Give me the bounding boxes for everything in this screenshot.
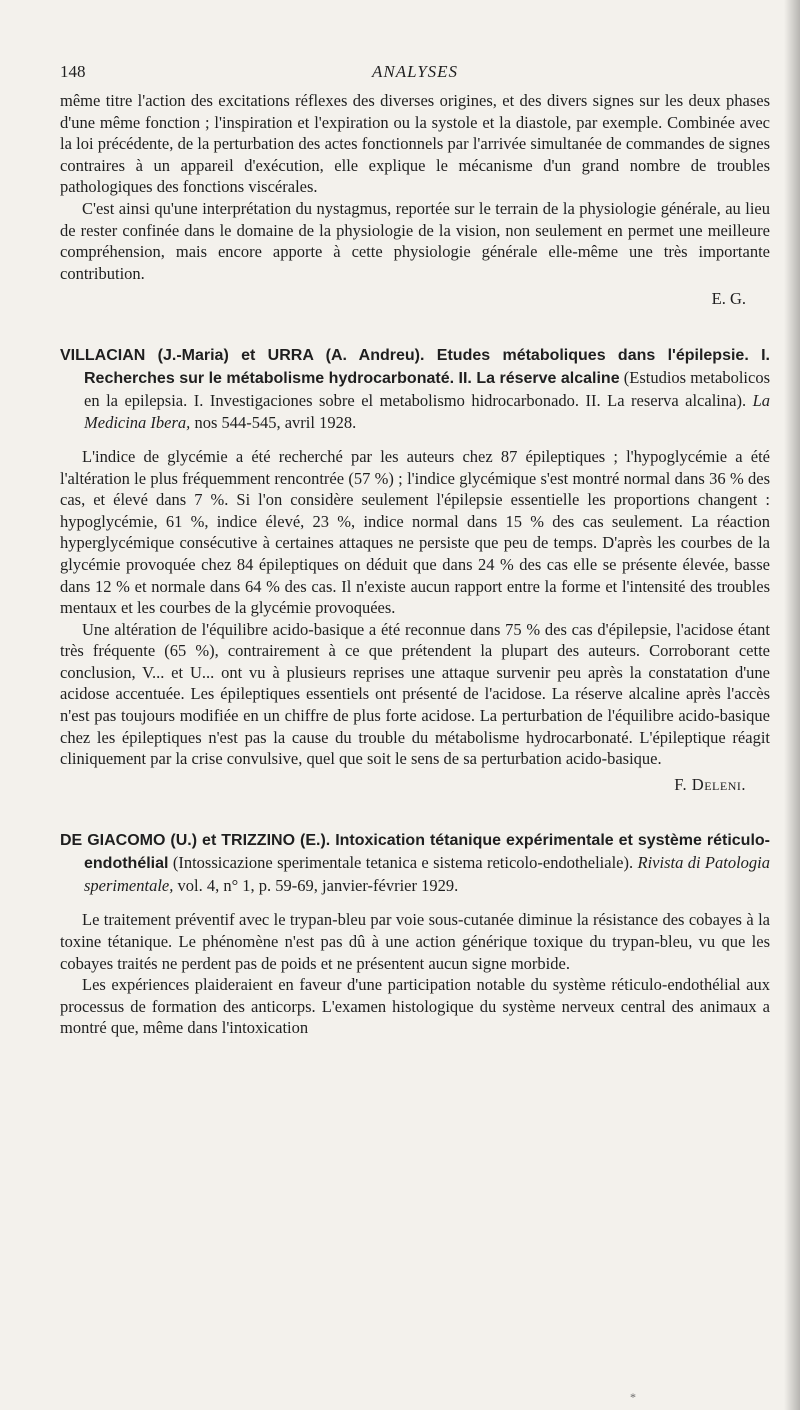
page-edge-shadow: [784, 0, 800, 1410]
entry-heading-de-giacomo: [60, 829, 770, 897]
entry-heading-villacian: [60, 344, 770, 434]
paragraph-intro: même titre l'action des excitations réflexes des diverses origines, et des divers signes sur les deux phases d'une même fonction ; l'inspiration et l'expiration ou la systole et la diastole, par exemple. Combinée avec la loi précédente, de la perturbation des actes fonctionnels par l'arrivée simultanée de commandes de signes contraires à un appareil d'exécution, elle explique le mécanisme d'un grand nombre de troubles pathologiques des fonctions viscérales.: [60, 91, 770, 197]
paragraph-nystagmus: C'est ainsi qu'une interprétation du nystagmus, reportée sur le terrain de la physiologie générale, au lieu de rester confinée dans le domaine de la physiologie de la vision, non seulement en permet une meilleure compréhension, mais encore apporte à cette physiologie générale elle-même une très importante contribution.: [60, 198, 770, 283]
page-number: 148: [60, 62, 86, 81]
entry-citation: (Estudios metabolicos en la epilepsia. I. Investigaciones sobre el metabolismo hidrocarbonado. II. La reserva alcalina).: [84, 367, 770, 410]
entry-citation-end: vol. 4, n° 1, p. 59-69, janvier-février 1929.: [173, 876, 459, 896]
entry-journal: La Medicina Ibera,: [84, 390, 770, 432]
entry-citation-end: nos 544-545, avril 1928.: [190, 412, 357, 432]
paragraph-glycemie: L'indice de glycémie a été recherché par les auteurs chez 87 épileptiques ; l'hypoglycémie a été l'altération le plus fréquemment rencontrée (57 %) ; l'indice glycémique s'est montré normal dans 36 % des cas, et élevé dans 7 %. Si l'on considère seulement l'épilepsie essentielle les proportions changent : hypoglycémie, 61 %, indice élevé, 23 %, indice normal dans 15 % des cas seulement. La réaction hyperglycémique consécutive à certaines attaques ne persiste que peu de temps. D'après les courbes de la glycémie provoquée chez 84 épileptiques on déduit que dans 24 % des cas elle se présente élevée, basse dans 12 % et normale dans 64 % des cas. Il n'existe aucun rapport entre la forme et l'intensité des troubles mentaux et les courbes de la glycémie provoquées.: [60, 446, 770, 618]
signature-eg: E. G.: [711, 289, 746, 309]
entry-citation: (Intossicazione sperimentale tetanica e sistema reticolo-endotheliale).: [168, 853, 638, 873]
entry-journal: Rivista di Patologia sperimentale,: [84, 853, 770, 896]
paragraph-acido-basique: Une altération de l'équilibre acido-basique a été reconnue dans 75 % des cas d'épilepsie, l'acidose étant très fréquente (65 %), contrairement à ce que prétendent la plupart des auteurs. Corroborant cette conclusion, V... et U... ont vu à plusieurs reprises une attaque survenir peu après la constatation d'une acidose accentuée. Les épileptiques essentiels ont présenté de l'acidose. La réserve alcaline après l'accès n'est pas toujours modifiée en un chiffre de plus forte acidose. La perturbation de l'équilibre acido-basique chez les épileptiques n'est pas la cause du trouble du métabolisme hydrocarbonaté. L'épileptique réagit cliniquement par la crise convulsive, quel que soit le sens de sa perturbation acido-basique.: [60, 619, 770, 769]
footer-mark: *: [630, 1390, 636, 1404]
paragraph-trypan: Le traitement préventif avec le trypan-bleu par voie sous-cutanée diminue la résistance des cobayes à la toxine tétanique. Le phénomène n'est pas dû à une action générique toxique du trypan-bleu, vu que les cobayes traités ne perdent pas de poids et ne présentent aucun signe morbide.: [60, 910, 770, 973]
document-page: [60, 62, 770, 1039]
page-header: [60, 62, 770, 90]
paragraph-experiences: Les expériences plaideraient en faveur d'une participation notable du système réticulo-endothélial aux processus de formation des anticorps. L'examen histologique du système nerveux central des animaux a montré que, même dans l'intoxication: [60, 975, 770, 1038]
running-title: ANALYSES: [371, 62, 459, 81]
entry-authors-title: DE GIACOMO (U.) et TRIZZINO (E.). Intoxication tétanique expérimentale et système réticulo-endothélial: [60, 832, 770, 873]
entry-authors-title: VILLACIAN (J.-Maria) et URRA (A. Andreu). Etudes métaboliques dans l'épilepsie. I. Recherches sur le métabolisme hydrocarbonaté. II. La réserve alcaline: [60, 346, 770, 387]
signature-deleni: F. Deleni.: [674, 774, 746, 794]
